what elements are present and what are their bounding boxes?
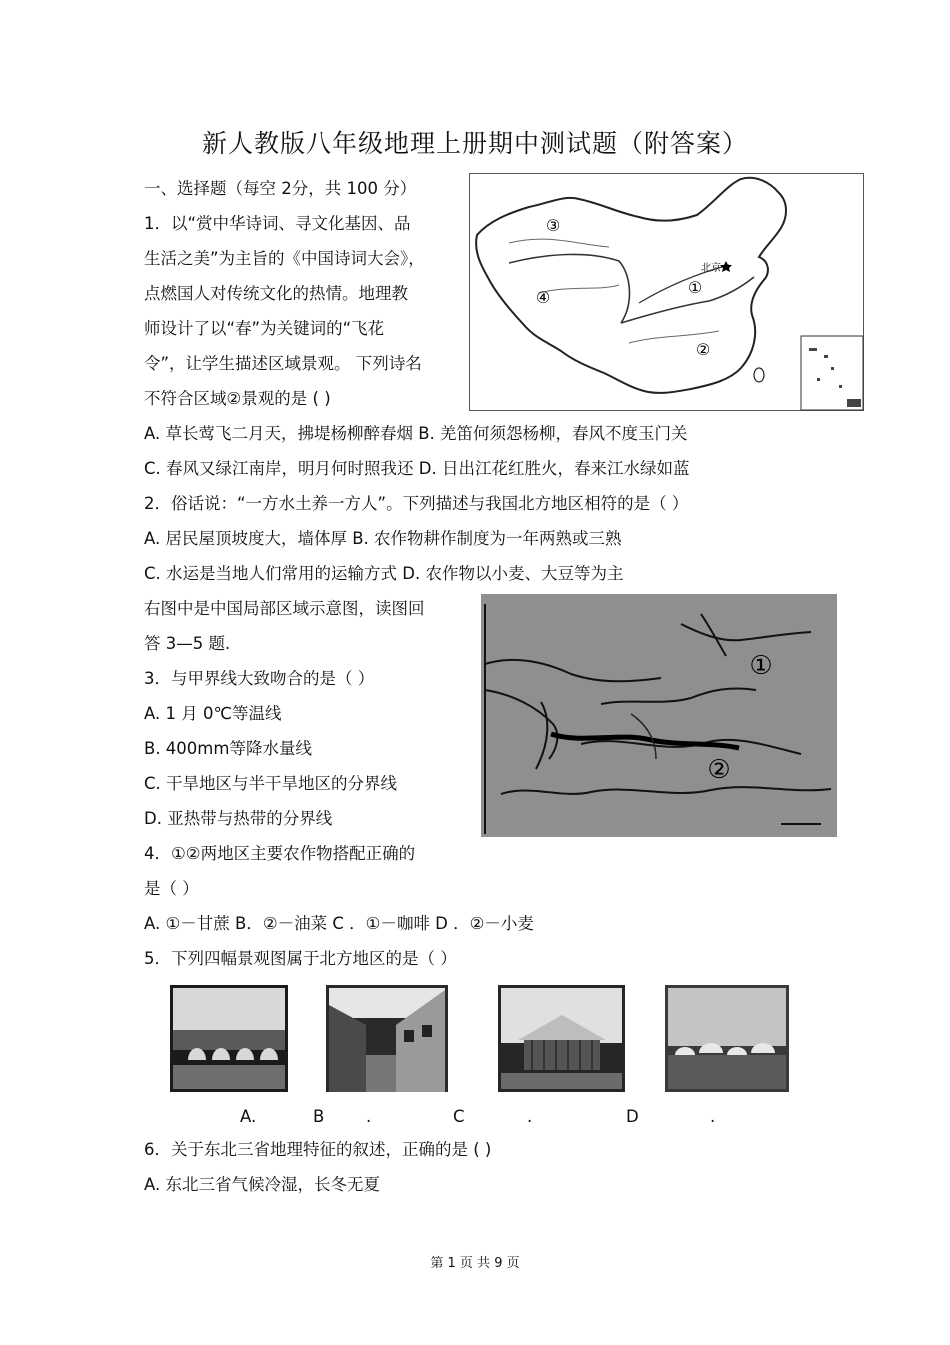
question-1-line-3: 点燃国人对传统文化的热情。地理教 — [144, 284, 408, 303]
map1-label-1: ① — [687, 278, 703, 297]
question-6-option-a: A. 东北三省气候冷湿，长冬无夏 — [144, 1175, 380, 1194]
china-region-map — [469, 173, 864, 411]
photo-label-d: D — [626, 1107, 639, 1126]
photo-label-c: C — [453, 1107, 465, 1126]
section-heading: 一、选择题（每空 2分，共 100 分） — [144, 179, 417, 198]
question-2-options-cd: C. 水运是当地人们常用的运输方式 D. 农作物以小麦、大豆等为主 — [144, 564, 624, 583]
question-1-options-ab: A. 草长莺飞二月天，拂堤杨柳醉春烟 B. 羌笛何须怨杨柳，春风不度玉门关 — [144, 424, 688, 443]
question-2-options-ab: A. 居民屋顶坡度大，墙体厚 B. 农作物耕作制度为一年两熟或三熟 — [144, 529, 622, 548]
question-6-stem: 6．关于东北三省地理特征的叙述，正确的是 ( ) — [144, 1140, 492, 1159]
photo-b-water-town — [326, 985, 448, 1092]
question-3-option-a: A. 1 月 0℃等温线 — [144, 704, 282, 723]
map1-city-beijing: 北京 — [701, 263, 721, 274]
photo-a-arched-bridge — [170, 985, 288, 1092]
map-intro-line-2: 答 3—5 题. — [144, 634, 231, 653]
question-3-option-b: B. 400mm等降水量线 — [144, 739, 312, 758]
question-1-line-1: 1．以“赏中华诗词、寻文化基因、品 — [144, 214, 411, 233]
map1-label-2: ② — [695, 340, 711, 359]
question-3-option-d: D. 亚热带与热带的分界线 — [144, 809, 333, 828]
photo-d-yurts — [665, 985, 789, 1092]
question-5-stem: 5．下列四幅景观图属于北方地区的是（ ） — [144, 949, 457, 968]
question-4-options: A. ①－甘蔗 B．②－油菜 C ．①－咖啡 D ．②－小麦 — [144, 914, 534, 933]
photo-label-b-dot: . — [366, 1107, 372, 1126]
map-intro-line-1: 右图中是中国局部区域示意图，读图回 — [144, 599, 425, 618]
map1-label-4: ④ — [535, 288, 551, 307]
photo-label-c-dot: . — [527, 1107, 533, 1126]
photo-label-b: B — [313, 1107, 325, 1126]
map2-label-1: ① — [749, 651, 773, 681]
question-4-stem-2: 是（ ） — [144, 879, 199, 898]
page-footer: 第 1 页 共 9 页 — [430, 1256, 520, 1271]
question-1-line-4: 师设计了以“春”为关键词的“飞花 — [144, 319, 385, 338]
question-1-options-cd: C. 春风又绿江南岸，明月何时照我还 D. 日出江花红胜火，春来江水绿如蓝 — [144, 459, 690, 478]
photo-label-d-dot: . — [710, 1107, 716, 1126]
regional-map — [481, 594, 837, 837]
question-1-line-5: 令”，让学生描述区域景观。 下列诗名 — [144, 354, 422, 373]
question-1-line-6: 不符合区域②景观的是 ( ) — [144, 389, 331, 408]
map2-label-2: ② — [707, 755, 731, 785]
question-1-line-2: 生活之美”为主旨的《中国诗词大会》， — [144, 249, 425, 268]
question-3-option-c: C. 干旱地区与半干旱地区的分界线 — [144, 774, 398, 793]
question-2-stem: 2．俗话说：“一方水土养一方人”。下列描述与我国北方地区相符的是（ ） — [144, 494, 689, 513]
question-3-stem: 3．与甲界线大致吻合的是（ ） — [144, 669, 375, 688]
photo-c-stilt-house — [498, 985, 625, 1092]
map1-label-3: ③ — [545, 216, 561, 235]
question-4-stem-1: 4．①②两地区主要农作物搭配正确的 — [144, 844, 416, 863]
photo-label-a: A. — [240, 1107, 257, 1126]
document-title: 新人教版八年级地理上册期中测试题（附答案） — [201, 129, 748, 158]
